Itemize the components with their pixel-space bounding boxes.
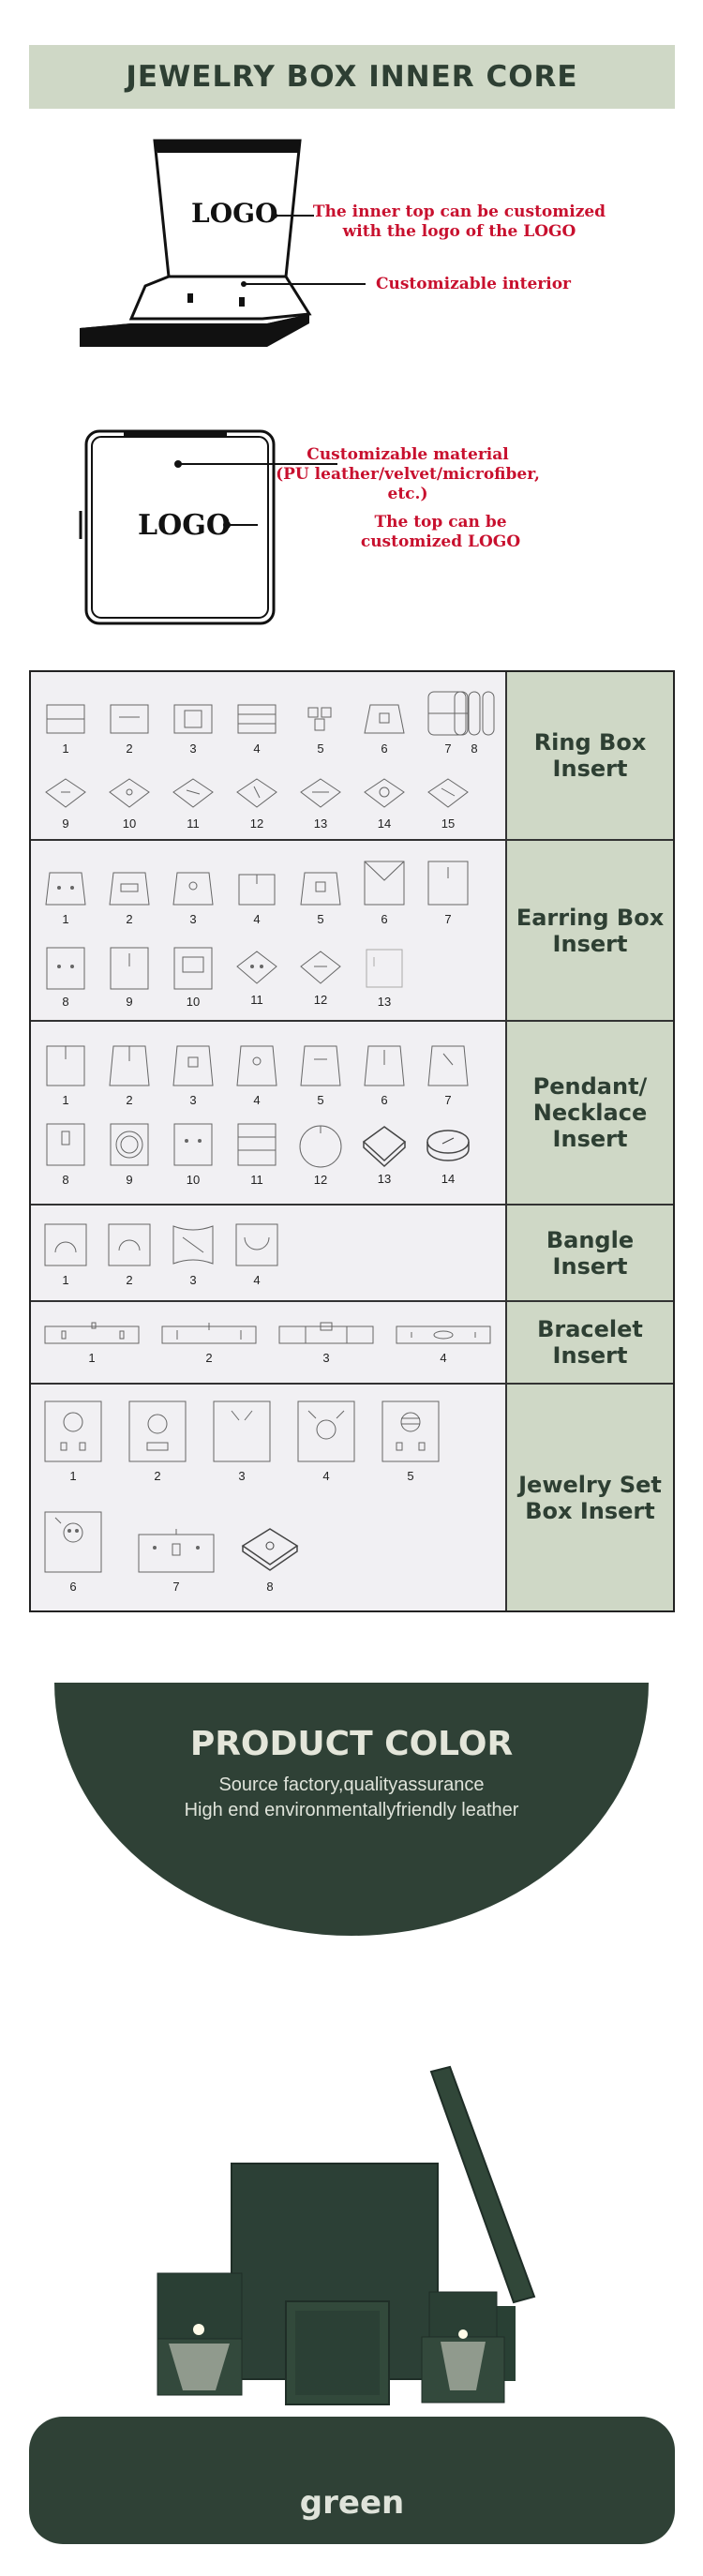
pendant-insert-icon [108,1120,151,1169]
insert-item [359,775,410,831]
insert-item [40,869,91,926]
item-number: 6 [381,741,388,756]
item-number: 10 [186,995,201,1009]
bangle-insert-icon [233,1221,280,1269]
item-number: 9 [126,1173,133,1187]
pendant-insert-grid [31,1022,507,1204]
ring-insert-icon [425,775,471,813]
insert-item [104,869,155,926]
item-number: 1 [62,912,69,926]
item-number: 3 [189,1093,197,1107]
pendant-insert-section [31,1022,673,1206]
insert-item [423,1041,473,1107]
jewelry-set-insert-icon [380,1398,441,1465]
pendant-insert-icon [299,1041,342,1089]
pendant-insert-icon [426,1041,470,1089]
item-number: 4 [253,1093,261,1107]
page-title: JEWELRY BOX INNER CORE [126,60,578,94]
insert-item [209,1398,275,1483]
top-logo-annotation-line2: customized LOGO [360,532,521,551]
jewelry-set-insert-icon [127,1398,188,1465]
top-logo-annotation [347,513,534,552]
insert-item [40,700,91,756]
insert-item [40,1321,143,1365]
item-number: 9 [126,995,133,1009]
item-number: 1 [88,1351,96,1365]
top-logo-annotation-line1: The top can be [374,513,507,532]
insert-item [359,1041,410,1107]
bracelet-insert-icon [160,1321,258,1347]
bracelet-insert-grid [31,1302,507,1383]
ring-insert-icon [451,689,498,738]
insert-item [40,1041,91,1107]
insert-item [359,944,410,1009]
interior-annotation: Customizable interior [375,275,572,293]
insert-item [168,1221,218,1287]
earring-insert-section [31,841,673,1022]
insert-item [232,700,282,756]
jewelry-set-insert-label: Jewelry Set Box Insert [518,1471,662,1524]
item-number: 8 [471,741,478,756]
inner-top-annotation-line2: with the logo of the LOGO [342,222,576,241]
insert-item [423,1123,473,1186]
item-number: 13 [377,995,392,1009]
item-number: 1 [62,1093,69,1107]
jewelry-set-insert-icon [42,1398,104,1465]
insert-item [104,944,155,1009]
item-number: 7 [444,912,452,926]
pendant-insert-icon [44,1120,87,1169]
insert-item [40,1120,91,1187]
insert-item [295,869,346,926]
jewelry-set-insert-label-cell [507,1385,673,1610]
pendant-insert-icon [108,1041,151,1089]
item-number: 11 [187,816,200,831]
bangle-insert-section [31,1206,673,1302]
earring-insert-icon [108,869,151,908]
earring-insert-icon [44,944,87,991]
item-number: 6 [381,1093,388,1107]
insert-item [232,775,282,831]
bangle-insert-icon [42,1221,89,1269]
material-annotation [262,445,553,504]
item-number: 1 [62,741,69,756]
item-number: 7 [172,1580,180,1594]
jewelry-set-insert-grid [31,1385,507,1610]
item-number: 4 [253,912,261,926]
ring-insert-icon [235,700,278,738]
pendant-insert-icon [424,1123,472,1168]
insert-item [359,700,410,756]
inner-top-annotation [309,202,609,242]
pendant-insert-label-cell [507,1022,673,1204]
earring-insert-icon [108,944,151,991]
pendant-insert-icon [172,1120,215,1169]
earring-insert-icon [297,948,344,989]
insert-item [293,1398,359,1483]
item-number: 2 [126,1093,133,1107]
earring-insert-icon [361,858,408,908]
insert-table [29,670,675,1612]
product-photo [141,2044,572,2447]
insert-item [40,1508,106,1594]
earring-insert-label-cell [507,841,673,1020]
ring-insert-icon [363,700,406,738]
earring-insert-icon [44,869,87,908]
item-number: 2 [126,1273,133,1287]
item-number: 9 [62,816,69,831]
item-number: 3 [322,1351,330,1365]
insert-item [423,858,473,926]
ring-insert-icon [42,775,89,813]
insert-item [232,1221,282,1287]
bangle-insert-icon [106,1221,153,1269]
green-boxes-illustration [141,2044,572,2447]
earring-insert-icon [172,869,215,908]
item-number: 2 [126,912,133,926]
pendant-insert-icon [172,1041,215,1089]
product-color-line2: High end environmentallyfriendly leather [184,1800,519,1820]
earring-insert-icon [235,869,278,908]
item-number: 14 [441,1172,456,1186]
item-number: 5 [317,912,324,926]
ring-insert-icon [170,775,217,813]
insert-item [392,1321,495,1365]
insert-item [40,944,91,1009]
insert-item [295,1041,346,1107]
bracelet-insert-label: Bracelet Insert [537,1316,643,1369]
item-number: 10 [186,1173,201,1187]
item-number: 3 [238,1469,246,1483]
earring-insert-icon [299,869,342,908]
pendant-insert-icon [363,1041,406,1089]
ring-insert-icon [361,775,408,813]
item-number: 4 [322,1469,330,1483]
item-number: 3 [189,741,197,756]
insert-item [168,1041,218,1107]
insert-item [295,1120,346,1187]
color-swatch-label: green [299,2484,405,2522]
bangle-insert-icon [170,1221,217,1269]
lid-logo-text: LOGO [138,509,231,542]
item-number: 15 [441,816,456,831]
insert-item [104,775,155,831]
bangle-insert-grid [31,1206,507,1300]
item-number: 7 [444,741,452,756]
bangle-insert-label: Bangle Insert [546,1226,635,1280]
ring-insert-icon [299,700,342,738]
insert-item [40,1221,91,1287]
jewelry-set-insert-icon [295,1398,357,1465]
earring-insert-label: Earring Box Insert [516,904,665,957]
insert-item [378,1398,443,1483]
item-number: 7 [444,1093,452,1107]
item-number: 6 [69,1580,77,1594]
ring-insert-icon [172,700,215,738]
insert-item [359,1123,410,1186]
item-number: 2 [154,1469,161,1483]
item-number: 5 [317,1093,324,1107]
insert-item [359,858,410,926]
bracelet-insert-icon [277,1321,375,1347]
insert-item [168,775,218,831]
item-number: 10 [122,816,137,831]
insert-item [168,869,218,926]
insert-item [104,1221,155,1287]
insert-item [168,1120,218,1187]
pendant-insert-icon [235,1041,278,1089]
earring-insert-icon [425,858,471,908]
insert-item [104,1120,155,1187]
jewelry-set-insert-section [31,1385,673,1610]
item-number: 14 [377,816,392,831]
jewelry-set-insert-icon [136,1525,217,1576]
item-number: 4 [253,741,261,756]
item-number: 12 [313,1173,328,1187]
item-number: 12 [313,993,328,1007]
ring-insert-section [31,672,673,841]
insert-item [104,700,155,756]
item-number: 1 [69,1469,77,1483]
title-banner [29,45,675,109]
item-number: 8 [62,1173,69,1187]
insert-item [237,1525,303,1594]
earring-insert-grid [31,841,507,1020]
pendant-insert-icon [44,1041,87,1089]
jewelry-set-insert-icon [42,1508,104,1576]
lid-diagram [75,427,675,633]
insert-item [232,1120,282,1187]
ring-insert-icon [233,775,280,813]
item-number: 13 [313,816,328,831]
item-number: 1 [62,1273,69,1287]
insert-item [295,775,346,831]
insert-item [232,869,282,926]
item-number: 12 [249,816,264,831]
insert-item [134,1525,218,1594]
item-number: 4 [440,1351,447,1365]
insert-item [275,1321,378,1365]
pendant-insert-icon [360,1123,409,1168]
bracelet-insert-icon [43,1321,141,1347]
insert-item [40,1398,106,1483]
item-number: 8 [62,995,69,1009]
ring-insert-label: Ring Box Insert [533,729,647,782]
open-box-illustration [75,136,675,361]
item-number: 5 [407,1469,414,1483]
insert-item [104,1041,155,1107]
jewelry-set-insert-icon [211,1398,273,1465]
ring-insert-icon [108,700,151,738]
item-number: 11 [250,1173,263,1187]
jewelry-set-insert-icon [239,1525,301,1576]
earring-insert-icon [172,944,215,991]
bracelet-insert-label-cell [507,1302,673,1383]
pendant-insert-icon [235,1120,278,1169]
insert-item [295,948,346,1007]
product-color-line1: Source factory,qualityassurance [218,1775,485,1795]
earring-insert-icon [363,944,406,991]
material-annotation-line2: (PU leather/velvet/microfiber, etc.) [276,465,540,503]
bracelet-insert-icon [395,1321,492,1347]
item-number: 5 [317,741,324,756]
earring-insert-icon [233,948,280,989]
insert-item [168,944,218,1009]
insert-item [449,689,500,756]
ring-insert-icon [106,775,153,813]
item-number: 13 [377,1172,392,1186]
bracelet-insert-section [31,1302,673,1385]
insert-item [232,948,282,1007]
insert-item [40,775,91,831]
insert-item [423,775,473,831]
item-number: 8 [266,1580,274,1594]
ring-insert-grid [31,672,507,839]
ring-insert-label-cell [507,672,673,839]
insert-item [295,700,346,756]
material-annotation-line1: Customizable material [307,445,509,464]
item-number: 6 [381,912,388,926]
inner-top-annotation-line1: The inner top can be customized [312,202,606,221]
insert-item [168,700,218,756]
ring-insert-icon [44,700,87,738]
product-color-title: PRODUCT COLOR [189,1725,514,1763]
item-number: 11 [250,993,263,1007]
insert-item [157,1321,261,1365]
insert-item [232,1041,282,1107]
item-number: 3 [189,1273,197,1287]
item-number: 4 [253,1273,261,1287]
insert-item [125,1398,190,1483]
item-number: 3 [189,912,197,926]
item-number: 2 [126,741,133,756]
ring-insert-icon [297,775,344,813]
item-number: 2 [205,1351,213,1365]
box-logo-text: LOGO [191,198,278,229]
pendant-insert-label: Pendant/ Necklace Insert [532,1073,648,1152]
open-box-diagram [75,136,675,361]
pendant-insert-icon [296,1120,345,1169]
bangle-insert-label-cell [507,1206,673,1300]
